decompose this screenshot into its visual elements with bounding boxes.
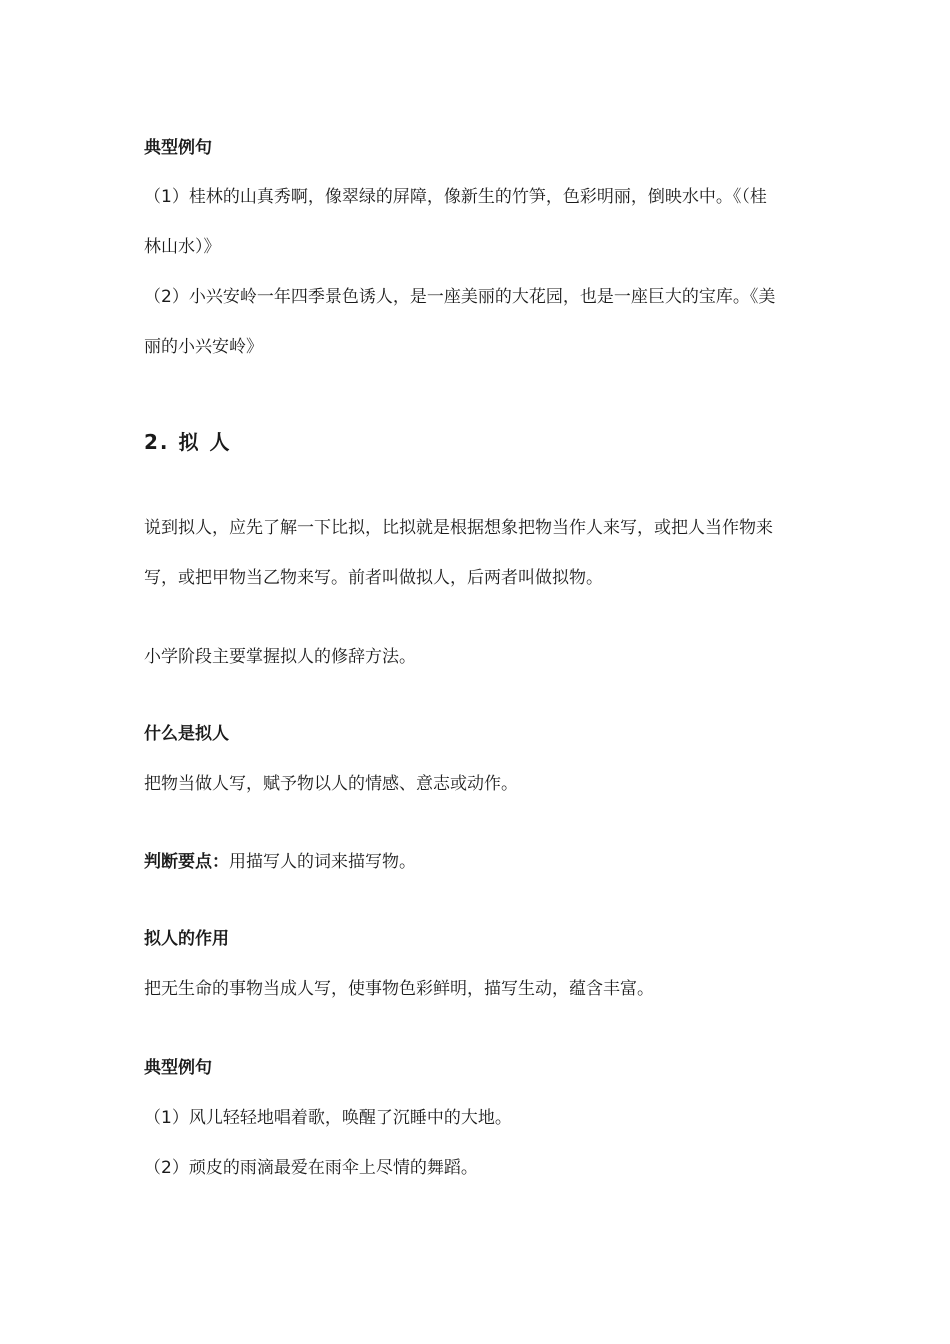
examples-heading-1: 典型例句 [144, 138, 212, 158]
example-1-line-2: 林山水）》 [144, 237, 221, 257]
personification-example-1: （1）风儿轻轻地唱着歌，唤醒了沉睡中的大地。 [144, 1108, 512, 1128]
key-points-text: 用描写人的词来描写物。 [229, 852, 416, 872]
effect-heading: 拟人的作用 [144, 929, 229, 949]
example-2-line-1: （2）小兴安岭一年四季景色诱人，是一座美丽的大花园，也是一座巨大的宝库。《美 [144, 287, 776, 307]
personification-example-2: （2）顽皮的雨滴最爱在雨伞上尽情的舞蹈。 [144, 1158, 478, 1178]
what-heading: 什么是拟人 [144, 724, 229, 744]
key-points-label: 判断要点： [144, 852, 229, 872]
example-2-line-2: 丽的小兴安岭》 [144, 337, 263, 357]
key-points-line [144, 850, 824, 874]
intro-line-1: 说到拟人，应先了解一下比拟，比拟就是根据想象把物当作人来写，或把人当作物来 [144, 518, 773, 538]
what-text: 把物当做人写，赋予物以人的情感、意志或动作。 [144, 774, 518, 794]
intro-line-2: 写，或把甲物当乙物来写。前者叫做拟人，后两者叫做拟物。 [144, 568, 603, 588]
intro-line-3: 小学阶段主要掌握拟人的修辞方法。 [144, 647, 416, 667]
example-1-line-1: （1）桂林的山真秀啊，像翠绿的屏障，像新生的竹笋，色彩明丽，倒映水中。《（桂 [144, 187, 767, 207]
examples-heading-2: 典型例句 [144, 1058, 212, 1078]
section-title-personification: 2. 拟 人 [144, 430, 232, 454]
effect-text: 把无生命的事物当成人写，使事物色彩鲜明，描写生动，蕴含丰富。 [144, 979, 654, 999]
